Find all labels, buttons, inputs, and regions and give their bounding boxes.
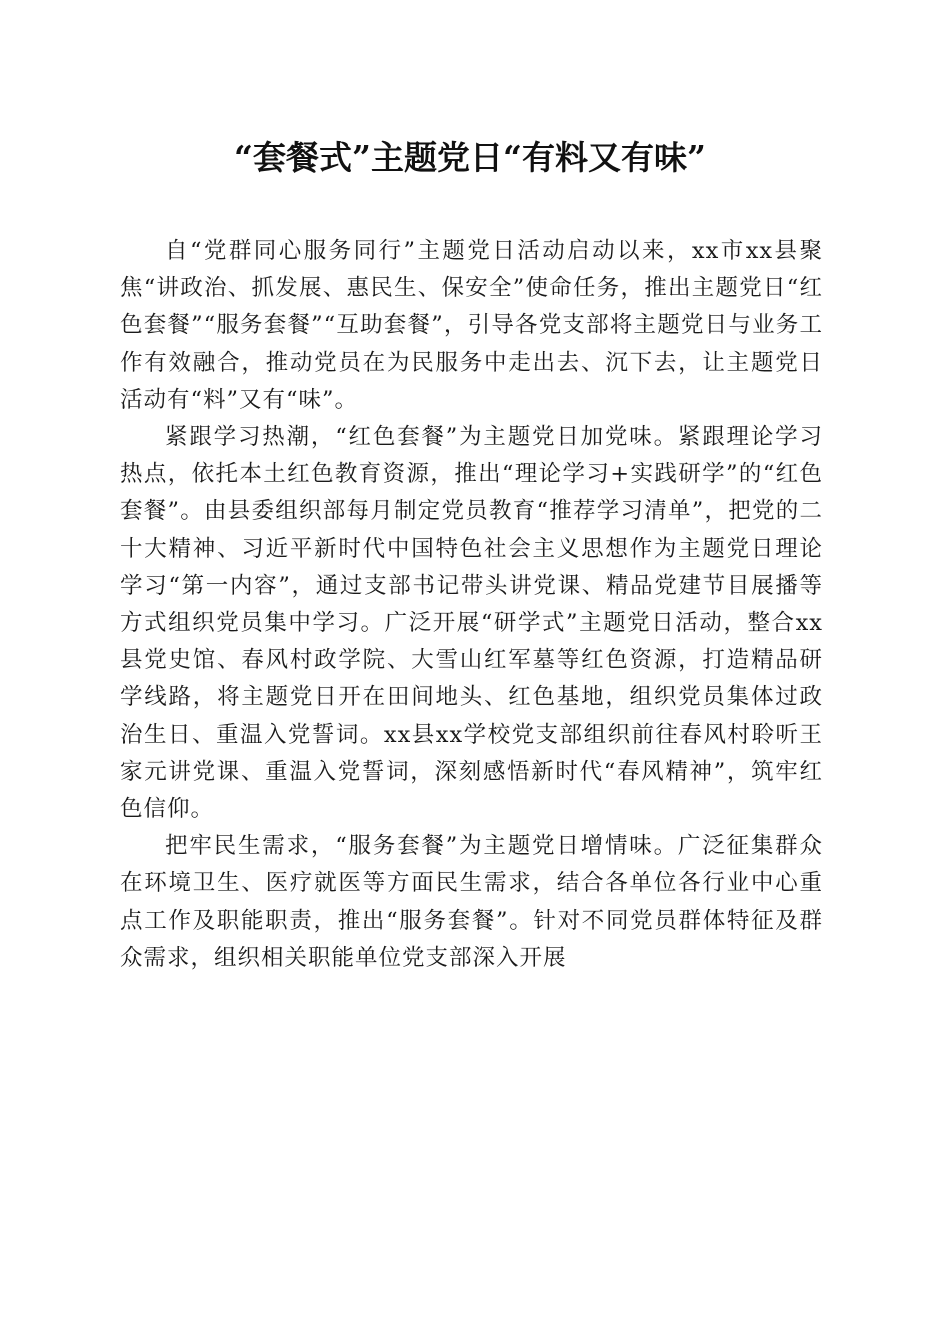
document-title: “套餐式”主题党日“有料又有味”: [234, 138, 706, 177]
paragraph-service-package: 把牢民生需求，“服务套餐”为主题党日增情味。广泛征集群众在环境卫生、医疗就医等方面民生需求，结合各单位各行业中心重点工作及职能职责，推出“服务套餐”。针对不同党员群体特征及群众需求，组织相关职能单位党支部深入开展: [120, 833, 823, 971]
document-body: [120, 233, 823, 977]
paragraph-intro: 自“党群同心服务同行”主题党日活动启动以来，xx市xx县聚焦“讲政治、抓发展、惠民生、保安全”使命任务，推出主题党日“红色套餐”“服务套餐”“互助套餐”，引导各党支部将主题党日与业务工作有效融合，推动党员在为民服务中走出去、沉下去，让主题党日活动有“料”又有“味”。: [120, 238, 823, 413]
paragraph-red-package: 紧跟学习热潮，“红色套餐”为主题党日加党味。紧跟理论学习热点，依托本土红色教育资源，推出“理论学习+实践研学”的“红色套餐”。由县委组织部每月制定党员教育“推荐学习清单”，把党的二十大精神、习近平新时代中国特色社会主义思想作为主题党日理论学习“第一内容”，通过支部书记带头讲党课、精品党建节目展播等方式组织党员集中学习。广泛开展“研学式”主题党日活动，整合xx县党史馆、春风村政学院、大雪山红军墓等红色资源，打造精品研学线路，将主题党日开在田间地头、红色基地，组织党员集体过政治生日、重温入党誓词。xx县xx学校党支部组织前往春风村聆听王家元讲党课、重温入党誓词，深刻感悟新时代“春风精神”，筑牢红色信仰。: [120, 424, 823, 823]
